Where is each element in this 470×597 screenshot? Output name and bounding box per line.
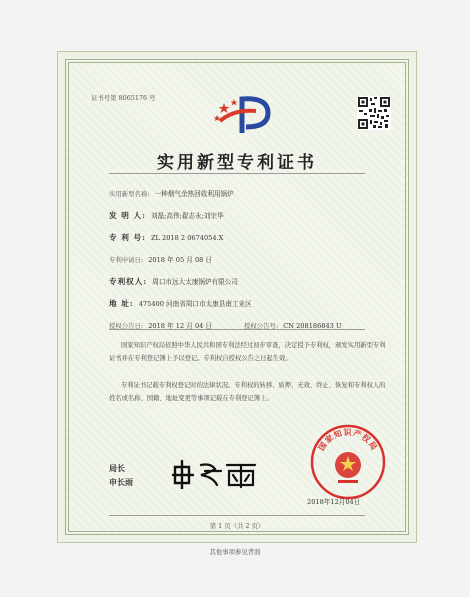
paragraph-legal-status: 专利证书记载专利权登记时的法律状况。专利权的转移、质押、无效、终止、恢复和专利权人的姓名或名称、国籍、地址变更等事项记载在专利登记簿上。 (109, 382, 386, 402)
grant-date-label: 授权公告日: (109, 322, 144, 330)
certificate-sheet (57, 51, 417, 543)
field-patent-number (109, 225, 223, 244)
title-divider (109, 173, 365, 174)
logo-red-swoosh (220, 111, 256, 121)
svg-text:国家知识产权局 (316, 427, 379, 452)
seal-text: 国家知识产权局 (316, 428, 380, 453)
director-title: 局长 (109, 463, 125, 473)
field-label: 发 明 人: (109, 211, 146, 220)
seal-date: 2018年12月04日 (307, 498, 361, 506)
field-application-date (109, 247, 212, 266)
certificate-number (91, 93, 156, 102)
cert-no-label: 证书号第 (91, 94, 117, 102)
patent-office-logo (212, 93, 284, 137)
field-value: ZL 2018 2 0674054.X (150, 234, 224, 242)
grant-number-label: 授权公告号: (244, 322, 279, 330)
field-patentee (109, 269, 238, 288)
grant-date-value: 2018 年 12 月 04 日 (148, 322, 213, 330)
footer-note: 其他事项参见背面 (209, 548, 261, 556)
certificate-title: 实用新型专利证书 (157, 153, 317, 173)
field-label: 专 利 号: (109, 233, 146, 242)
field-inventors (109, 203, 224, 222)
body-divider (109, 329, 365, 330)
logo-star-icon (219, 103, 230, 113)
field-label: 地 址: (109, 299, 134, 308)
cert-no-suffix: 号 (149, 94, 156, 102)
logo-p-shape (242, 99, 268, 133)
certificate-frame (65, 59, 409, 535)
field-utility-model-name (109, 181, 234, 200)
logo-star-icon (230, 99, 237, 105)
director-name-label: 申长雨 (109, 477, 133, 487)
field-value: 周口市远大太康锅炉有限公司 (152, 278, 238, 286)
qr-code-icon (357, 96, 391, 130)
director-signature (171, 459, 261, 489)
grant-number-value: CN 208186843 U (283, 322, 342, 330)
field-value: 475400 河南省周口市太康县南工业区 (138, 300, 252, 308)
field-value: 一种烟气余热回收利用锅炉 (154, 190, 234, 198)
official-seal (309, 423, 387, 501)
field-value: 刘磊;高伟;翟志永;刘宗华 (150, 212, 224, 220)
paragraph-grant-statement: 国家知识产权局依照中华人民共和国专利法经过初步审查，决定授予专利权，颁发实用新型专利证书并在专利登记簿上予以登记。专利权自授权公告之日起生效。 (109, 342, 386, 362)
page-info: 第 1 页（共 2 页） (209, 522, 265, 530)
field-label: 专利权人: (109, 277, 148, 286)
footer-divider (109, 515, 365, 516)
cert-no-value: 8065176 (118, 94, 148, 102)
field-label: 实用新型名称: (109, 190, 150, 198)
field-label: 专利申请日: (109, 256, 144, 264)
field-address (109, 291, 252, 310)
field-value: 2018 年 05 月 08 日 (148, 256, 213, 264)
